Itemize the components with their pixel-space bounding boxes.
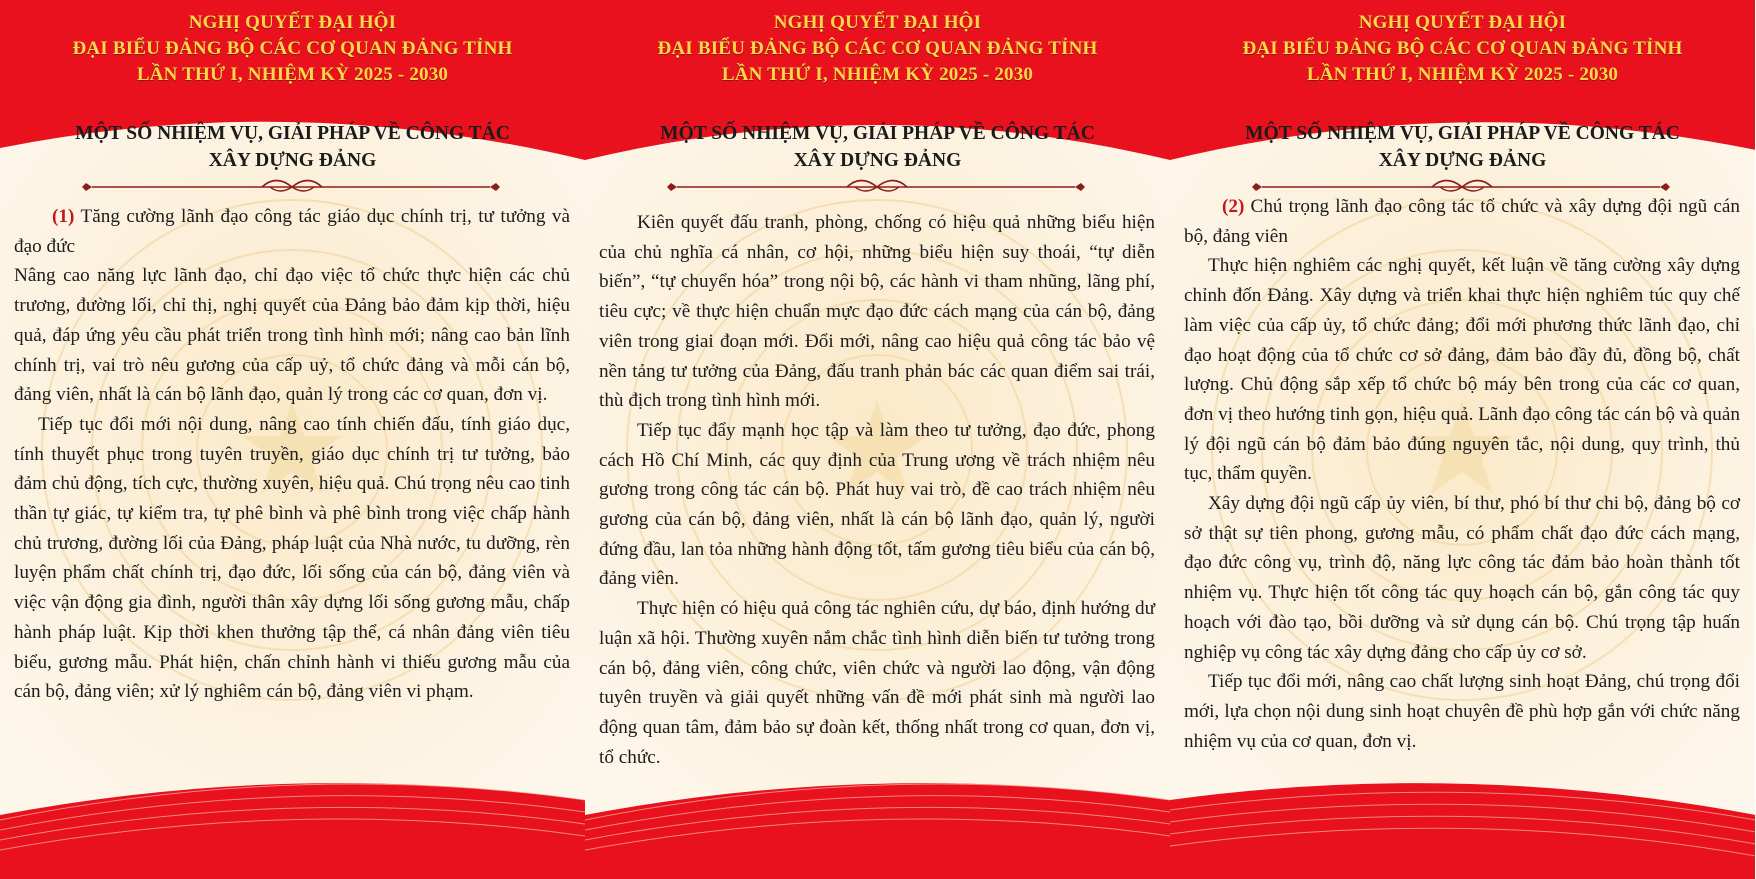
paragraph: Tiếp tục đổi mới, nâng cao chất lượng sinh hoạt Đảng, chú trọng đổi mới, lựa chọn nội dung sinh hoạt chuyên đề phù hợp gắn với chức năng nhiệm vụ của cơ quan, đơn vị. xyxy=(1184,671,1740,752)
section-number: (1) xyxy=(52,206,75,227)
section-number: (2) xyxy=(1222,196,1245,217)
header-line-3: LẦN THỨ I, NHIỆM KỲ 2025 - 2030 xyxy=(1306,64,1619,85)
header-line-3: LẦN THỨ I, NHIỆM KỲ 2025 - 2030 xyxy=(721,64,1034,85)
header-line-2: ĐẠI BIỂU ĐẢNG BỘ CÁC CƠ QUAN ĐẢNG TỈNH xyxy=(72,38,513,59)
paragraph: Tiếp tục đẩy mạnh học tập và làm theo tư tưởng, đạo đức, phong cách Hồ Chí Minh, các quy định của Trung ương về trách nhiệm nêu gương trong công tác cán bộ. Phát huy vai trò, đề cao trách nhiệm nêu gương của cán bộ, đảng viên, nhất là cán bộ lãnh đạo, quản lý, người đứng đầu, lan tỏa những hành động tốt, tấm gương tiêu biểu của cán bộ, đảng viên. xyxy=(599,419,1155,590)
header-line-1: NGHỊ QUYẾT ĐẠI HỘI xyxy=(1358,12,1567,33)
panel-1 xyxy=(0,0,585,879)
title-line-1: MỘT SỐ NHIỆM VỤ, GIẢI PHÁP VỀ CÔNG TÁC xyxy=(1245,123,1680,144)
resolution-header xyxy=(1170,10,1755,88)
section-title xyxy=(585,120,1170,174)
paragraph: Nâng cao năng lực lãnh đạo, chỉ đạo việc tổ chức thực hiện các chủ trương, đường lối, chỉ thị, nghị quyết của Đảng bảo đảm kịp thời, hiệu quả, đáp ứng yêu cầu phát triển trong tình hình mới; nâng cao bản lĩnh chính trị, vai trò nêu gương của cấp uỷ, tổ chức đảng và mỗi cán bộ, đảng viên, nhất là cán bộ lãnh đạo, quản lý trong các cơ quan, đơn vị. xyxy=(14,265,570,406)
title-line-1: MỘT SỐ NHIỆM VỤ, GIẢI PHÁP VỀ CÔNG TÁC xyxy=(660,123,1095,144)
section-heading: (1) Tăng cường lãnh đạo công tác giáo dục chính trị, tư tưởng và đạo đức xyxy=(14,206,571,257)
section-title xyxy=(1170,120,1755,174)
body-text xyxy=(599,208,1155,772)
title-line-2: XÂY DỰNG ĐẢNG xyxy=(208,150,377,171)
paragraph: Xây dựng đội ngũ cấp ủy viên, bí thư, phó bí thư chi bộ, đảng bộ cơ sở thật sự tiên phong, gương mẫu, có phẩm chất đạo đức cách mạng, đạo đức công vụ, trình độ, năng lực công tác đảm bảo hoàn thành tốt nhiệm vụ. Thực hiện tốt công tác quy hoạch cán bộ, gắn công tác quy hoạch với đào tạo, bồi dưỡng và sử dụng cán bộ. Chú trọng tập huấn nghiệp vụ công tác xây dựng đảng cho cấp ủy cơ sở. xyxy=(1184,493,1740,663)
body-text xyxy=(1184,192,1740,756)
header-line-2: ĐẠI BIỂU ĐẢNG BỘ CÁC CƠ QUAN ĐẢNG TỈNH xyxy=(1242,38,1683,59)
panel-2 xyxy=(585,0,1170,879)
paragraph: Tiếp tục đổi mới nội dung, nâng cao tính chiến đấu, tính giáo dục, tính thuyết phục trong tuyên truyền, giáo dục chính trị tư tưởng, bảo đảm chủ động, tích cực, thường xuyên, hiệu quả. Chú trọng nêu cao tinh thần tự giác, tự kiểm tra, tự phê bình và phê bình trong việc chấp hành chủ trương, đường lối của Đảng, pháp luật của Nhà nước, tu dưỡng, rèn luyện phẩm chất chính trị, đạo đức, lối sống của cán bộ, đảng viên và việc vận động gia đình, người thân xây dựng lối sống gương mẫu, chấp hành pháp luật. Kịp thời khen thưởng tập thể, cá nhân đảng viên tiêu biểu, gương mẫu. Phát hiện, chấn chỉnh hành vi thiếu gương mẫu của cán bộ, đảng viên; xử lý nghiêm cán bộ, đảng viên vi phạm. xyxy=(14,413,570,703)
paragraph: Kiên quyết đấu tranh, phòng, chống có hiệu quả những biểu hiện của chủ nghĩa cá nhân, cơ hội, những biểu hiện suy thoái, “tự diễn biến”, “tự chuyển hóa” trong nội bộ, các hành vi tham nhũng, lãng phí, tiêu cực; về thực hiện chuẩn mực đạo đức cách mạng của cán bộ, đảng viên trong giai đoạn mới. Đổi mới, nâng cao hiệu quả công tác bảo vệ nền tảng tư tưởng của Đảng, đấu tranh phản bác các quan điểm sai trái, thù địch trong tình hình mới. xyxy=(599,212,1155,412)
title-line-2: XÂY DỰNG ĐẢNG xyxy=(1378,150,1547,171)
title-line-1: MỘT SỐ NHIỆM VỤ, GIẢI PHÁP VỀ CÔNG TÁC xyxy=(75,123,510,144)
resolution-header xyxy=(0,10,585,88)
header-line-3: LẦN THỨ I, NHIỆM KỲ 2025 - 2030 xyxy=(136,64,449,85)
ornament-divider xyxy=(585,172,1170,200)
header-line-1: NGHỊ QUYẾT ĐẠI HỘI xyxy=(188,12,397,33)
title-line-2: XÂY DỰNG ĐẢNG xyxy=(793,150,962,171)
paragraph: Thực hiện nghiêm các nghị quyết, kết luận về tăng cường xây dựng chỉnh đốn Đảng. Xây dựng và triển khai thực hiện nghiêm túc quy chế làm việc của cấp ủy, tổ chức đảng; đổi mới phương thức lãnh đạo, chỉ đạo hoạt động của tổ chức cơ sở đảng, đảm bảo đầy đủ, đồng bộ, chất lượng. Chủ động sắp xếp tổ chức bộ máy bên trong của các cơ quan, đơn vị theo hướng tinh gọn, hiệu quả. Lãnh đạo công tác cán bộ và quản lý đội ngũ cán bộ đảm bảo đúng nguyên tắc, nội dung, quy trình, thủ tục, thẩm quyền. xyxy=(1184,255,1740,485)
body-text xyxy=(14,202,570,707)
panel-3 xyxy=(1170,0,1755,879)
header-line-2: ĐẠI BIỂU ĐẢNG BỘ CÁC CƠ QUAN ĐẢNG TỈNH xyxy=(657,38,1098,59)
section-heading: (2) Chú trọng lãnh đạo công tác tổ chức và xây dựng đội ngũ cán bộ, đảng viên xyxy=(1184,196,1741,247)
ornament-divider xyxy=(0,172,585,200)
wave-lines xyxy=(1170,792,1755,856)
header-line-1: NGHỊ QUYẾT ĐẠI HỘI xyxy=(773,12,982,33)
section-title xyxy=(0,120,585,174)
resolution-header xyxy=(585,10,1170,88)
paragraph: Thực hiện có hiệu quả công tác nghiên cứu, dự báo, định hướng dư luận xã hội. Thường xuyên nắm chắc tình hình diễn biến tư tưởng trong cán bộ, đảng viên, công chức, viên chức và người lao động, vận động tuyên truyền và giải quyết những vấn đề mới phát sinh mà người lao động quan tâm, đảm bảo sự đoàn kết, thống nhất trong cơ quan, đơn vị, tổ chức. xyxy=(599,598,1155,768)
